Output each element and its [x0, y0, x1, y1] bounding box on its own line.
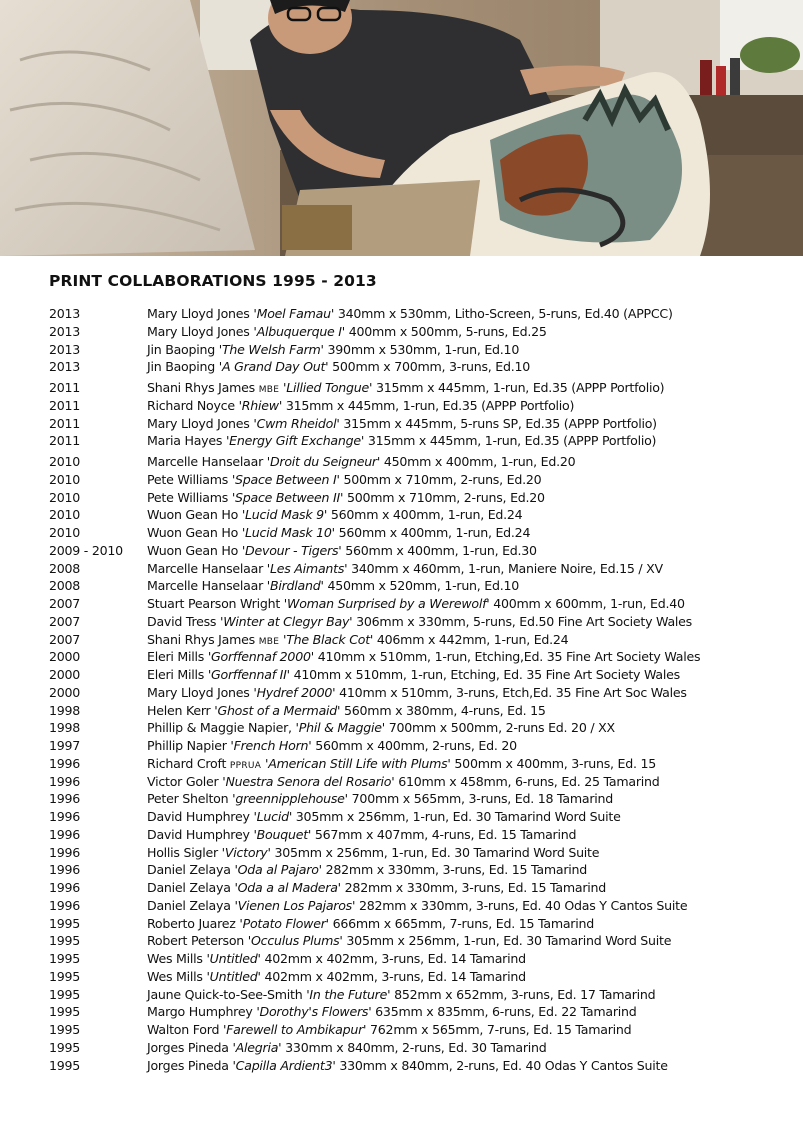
collaboration-entry	[49, 489, 789, 507]
entry-details: 410mm x 510mm, 1-run, Etching,Ed. 35 Fine Art Society Wales	[317, 649, 701, 665]
entry-details: 305mm x 256mm, 1-run, Ed. 30 Tamarind Word Suite	[346, 933, 672, 949]
entry-artist: Wuon Gean Ho	[147, 542, 239, 558]
entry-year: 1995	[49, 986, 81, 1002]
entry-text	[147, 379, 789, 397]
entry-details: 560mm x 400mm, 1-run, Ed.30	[345, 542, 537, 558]
entry-year: 2011	[49, 397, 81, 413]
entry-artist: David Tress	[147, 613, 217, 629]
entry-text	[147, 323, 789, 341]
header-photo-printmaker	[0, 0, 803, 256]
entry-year: 2013	[49, 341, 81, 357]
entry-details: 762mm x 565mm, 7-runs, Ed. 15 Tamarind	[370, 1022, 632, 1037]
entry-details: 400mm x 600mm, 1-run, Ed.40	[493, 596, 685, 611]
entry-title: 'Lucid Mask 10'	[241, 525, 335, 540]
entry-text	[147, 432, 789, 450]
entry-artist: Marcelle Hanselaar	[147, 560, 263, 576]
entry-year: 2013	[49, 323, 81, 339]
entry-text	[147, 341, 789, 359]
entry-year: 1998	[49, 702, 81, 718]
entry-text	[147, 968, 789, 986]
collaboration-entry	[49, 323, 789, 341]
collaboration-entry	[49, 1021, 789, 1039]
entry-title: 'Oda al Pajaro'	[234, 862, 322, 878]
entry-title: 'Farewell to Ambikapur'	[222, 1022, 367, 1037]
entry-details: 282mm x 330mm, 3-runs, Ed. 15 Tamarind	[325, 862, 587, 878]
entry-title: 'Lillied Tongue'	[283, 380, 373, 395]
entry-title: 'Victory'	[221, 844, 271, 860]
entry-text	[147, 861, 789, 879]
entry-year: 2007	[49, 631, 81, 647]
entry-title: 'Dorothy's Flowers'	[256, 1004, 372, 1020]
entry-title: 'Untitled'	[206, 968, 261, 984]
collaboration-entry	[49, 790, 789, 808]
entry-text	[147, 305, 789, 323]
entry-details: 402mm x 402mm, 3-runs, Ed. 14 Tamarind	[264, 968, 526, 984]
entry-text	[147, 932, 789, 950]
entry-artist: Peter Shelton	[147, 791, 229, 807]
entry-artist: Jorges Pineda	[147, 1039, 229, 1055]
entry-text	[147, 755, 789, 773]
entry-text	[147, 986, 789, 1004]
collaboration-entry	[49, 506, 789, 524]
entry-text	[147, 358, 789, 376]
entry-title: 'Ghost of a Mermaid'	[214, 702, 341, 718]
collaboration-entry	[49, 595, 789, 613]
entry-text	[147, 560, 789, 578]
entry-year: 2010	[49, 525, 81, 540]
entry-artist: Eleri Mills	[147, 667, 205, 682]
entry-year: 2013	[49, 306, 81, 321]
collaboration-entry	[49, 684, 789, 702]
entry-details: 560mm x 400mm, 1-run, Ed.24	[338, 525, 531, 540]
entry-artist: Phillip Napier	[147, 738, 227, 753]
entry-artist: Jaune Quick-to-See-Smith	[147, 986, 303, 1002]
entry-artist: Daniel Zelaya	[147, 862, 231, 878]
entry-year: 1996	[49, 809, 81, 824]
entry-details: 315mm x 445mm, 1-run, Ed.35 (APPP Portfolio)	[376, 380, 665, 395]
entry-title: 'Phil & Maggie'	[295, 720, 385, 736]
entry-details: 406mm x 442mm, 1-run, Ed.24	[376, 631, 569, 647]
entry-year: 1995	[49, 951, 81, 966]
collaboration-entry	[49, 826, 789, 844]
entry-year: 2000	[49, 667, 81, 682]
entry-year: 1995	[49, 915, 81, 931]
entry-artist: Mary Lloyd Jones	[147, 684, 250, 700]
entry-title: 'Rhiew'	[238, 397, 283, 413]
entry-details: 410mm x 510mm, 3-runs, Etch,Ed. 35 Fine Art Soc Wales	[339, 684, 687, 700]
entry-year: 1995	[49, 933, 81, 949]
entry-artist: Victor Goler	[147, 773, 219, 789]
entry-details: 305mm x 256mm, 1-run, Ed. 30 Tamarind Word Suite	[274, 844, 600, 860]
entry-artist: Marcelle Hanselaar	[147, 454, 263, 469]
entry-details: 315mm x 445mm, 5-runs SP, Ed.35 (APPP Portfolio)	[343, 415, 657, 431]
collaboration-entry	[49, 879, 789, 897]
collaboration-entry	[49, 358, 789, 376]
entry-details: 450mm x 520mm, 1-run, Ed.10	[327, 578, 520, 594]
entry-text	[147, 897, 789, 915]
entry-text	[147, 1057, 789, 1075]
collaborations-list	[49, 305, 789, 1074]
entry-text	[147, 524, 789, 542]
entry-details: 450mm x 400mm, 1-run, Ed.20	[383, 454, 576, 469]
page-heading: PRINT COLLABORATIONS 1995 - 2013	[49, 272, 377, 290]
entry-title: 'In the Future'	[306, 986, 391, 1002]
collaboration-entry	[49, 666, 789, 684]
entry-artist: Margo Humphrey	[147, 1004, 253, 1020]
collaboration-entry	[49, 702, 789, 720]
entry-text	[147, 844, 789, 862]
entry-details: 560mm x 380mm, 4-runs, Ed. 15	[344, 702, 546, 718]
collaboration-entry	[49, 432, 789, 450]
entry-title: 'American Still Life with Plums'	[265, 755, 451, 771]
entry-year: 2000	[49, 684, 81, 700]
entry-title: 'A Grand Day Out'	[218, 359, 329, 375]
entry-year: 2011	[49, 380, 81, 395]
entry-details: 402mm x 402mm, 3-runs, Ed. 14 Tamarind	[264, 951, 526, 966]
entry-title: 'French Horn'	[230, 738, 312, 753]
collaboration-entry	[49, 379, 789, 397]
entry-details: 700mm x 500mm, 2-runs Ed. 20 / XX	[388, 720, 615, 736]
entry-year: 2011	[49, 415, 81, 431]
entry-text	[147, 577, 789, 595]
entry-year: 2013	[49, 359, 81, 375]
entry-text	[147, 879, 789, 897]
collaboration-entry	[49, 968, 789, 986]
entry-honor: PPRUA	[229, 760, 262, 771]
entry-artist: Stuart Pearson Wright	[147, 596, 281, 611]
entry-title: 'Winter at Clegyr Bay'	[220, 613, 353, 629]
collaboration-entry	[49, 897, 789, 915]
collaboration-entry	[49, 341, 789, 359]
collaboration-entry	[49, 808, 789, 826]
entry-text	[147, 666, 789, 684]
entry-title: 'Vienen Los Pajaros'	[234, 897, 356, 913]
entry-artist: Eleri Mills	[147, 649, 205, 665]
entry-year: 2010	[49, 507, 81, 523]
entry-text	[147, 915, 789, 933]
entry-year: 1996	[49, 844, 81, 860]
entry-artist: Roberto Juarez	[147, 915, 236, 931]
entry-text	[147, 773, 789, 791]
entry-year: 2007	[49, 613, 81, 629]
entry-year: 1996	[49, 826, 81, 842]
entry-text	[147, 453, 789, 471]
collaboration-entry	[49, 1039, 789, 1057]
entry-title: 'Gorffennaf II'	[207, 667, 290, 682]
entry-year: 2007	[49, 596, 81, 611]
entry-artist: Hollis Sigler	[147, 844, 218, 860]
entry-title: 'Space Between I'	[231, 471, 340, 487]
entry-artist: Jorges Pineda	[147, 1057, 229, 1073]
entry-title: 'Cwm Rheidol'	[253, 415, 340, 431]
entry-artist: David Humphrey	[147, 809, 250, 824]
entry-details: 315mm x 445mm, 1-run, Ed.35 (APPP Portfolio)	[367, 433, 657, 449]
entry-artist: Pete Williams	[147, 471, 229, 487]
entry-text	[147, 1021, 789, 1039]
entry-details: 560mm x 400mm, 2-runs, Ed. 20	[315, 738, 517, 753]
entry-text	[147, 415, 789, 433]
entry-text	[147, 595, 789, 613]
entry-year: 2010	[49, 471, 81, 487]
collaboration-entry	[49, 613, 789, 631]
entry-title: 'Droit du Seigneur'	[266, 454, 381, 469]
entry-year: 2008	[49, 560, 81, 576]
collaboration-entry	[49, 560, 789, 578]
entry-text	[147, 1003, 789, 1021]
entry-details: 852mm x 652mm, 3-runs, Ed. 17 Tamarind	[394, 986, 656, 1002]
collaboration-entry	[49, 631, 789, 649]
collaboration-entry	[49, 986, 789, 1004]
entry-details: 282mm x 330mm, 3-runs, Ed. 15 Tamarind	[344, 880, 606, 895]
collaboration-entry	[49, 737, 789, 755]
entry-year: 1996	[49, 862, 81, 878]
entry-artist: David Humphrey	[147, 826, 250, 842]
entry-artist: Jin Baoping	[147, 359, 215, 375]
entry-details: 306mm x 330mm, 5-runs, Ed.50 Fine Art Society Wales	[356, 613, 692, 629]
entry-title: 'Nuestra Senora del Rosario'	[222, 773, 395, 789]
printmaker-studio-illustration	[0, 0, 803, 256]
entry-text	[147, 631, 789, 649]
entry-details: 305mm x 256mm, 1-run, Ed. 30 Tamarind Word Suite	[295, 809, 621, 824]
entry-title: 'Les Aimants'	[266, 560, 348, 576]
entry-text	[147, 1039, 789, 1057]
entry-details: 500mm x 710mm, 2-runs, Ed.20	[343, 471, 542, 487]
entry-artist: Daniel Zelaya	[147, 880, 231, 895]
entry-artist: Pete Williams	[147, 489, 229, 505]
entry-details: 340mm x 530mm, Litho-Screen, 5-runs, Ed.40 (APPCC)	[337, 306, 673, 321]
entry-details: 567mm x 407mm, 4-runs, Ed. 15 Tamarind	[314, 826, 577, 842]
entry-artist: Maria Hayes	[147, 433, 223, 449]
entry-text	[147, 397, 789, 415]
entry-title: 'Occulus Plums'	[247, 933, 343, 949]
collaboration-entry	[49, 844, 789, 862]
entry-details: 560mm x 400mm, 1-run, Ed.24	[330, 507, 523, 523]
entry-title: 'Energy Gift Exchange'	[225, 433, 365, 449]
collaboration-entry	[49, 950, 789, 968]
entry-artist: Mary Lloyd Jones	[147, 323, 250, 339]
entry-title: 'Alegria'	[232, 1039, 282, 1055]
entry-title: 'Bouquet'	[253, 826, 312, 842]
entry-title: 'Hydref 2000'	[253, 684, 336, 700]
entry-details: 500mm x 710mm, 2-runs, Ed.20	[346, 489, 545, 505]
entry-text	[147, 702, 789, 720]
entry-artist: Daniel Zelaya	[147, 897, 231, 913]
entry-artist: Richard Croft	[147, 755, 227, 771]
entry-details: 390mm x 530mm, 1-run, Ed.10	[327, 341, 520, 357]
entry-details: 610mm x 458mm, 6-runs, Ed. 25 Tamarind	[398, 773, 660, 789]
entry-details: 700mm x 565mm, 3-runs, Ed. 18 Tamarind	[351, 791, 613, 807]
entry-text	[147, 737, 789, 755]
collaboration-entry	[49, 397, 789, 415]
entry-details: 410mm x 510mm, 1-run, Etching, Ed. 35 Fine Art Society Wales	[293, 667, 680, 682]
collaboration-entry	[49, 648, 789, 666]
entry-artist: Phillip & Maggie Napier,	[147, 720, 292, 736]
collaboration-entry	[49, 577, 789, 595]
entry-honor: MBE	[258, 385, 280, 395]
entry-text	[147, 826, 789, 844]
entry-details: 330mm x 840mm, 2-runs, Ed. 40 Odas Y Cantos Suite	[339, 1057, 668, 1073]
entry-text	[147, 506, 789, 524]
entry-text	[147, 719, 789, 737]
entry-text	[147, 684, 789, 702]
entry-text	[147, 648, 789, 666]
entry-title: 'Gorffennaf 2000'	[207, 649, 314, 665]
entry-text	[147, 489, 789, 507]
collaboration-entry	[49, 305, 789, 323]
collaboration-entry	[49, 773, 789, 791]
entry-year: 1996	[49, 791, 81, 807]
entry-title: 'Lucid Mask 9'	[241, 507, 328, 523]
entry-year: 2009 - 2010	[49, 542, 123, 558]
entry-year: 1997	[49, 738, 81, 753]
entry-details: 340mm x 460mm, 1-run, Maniere Noire, Ed.15 / XV	[351, 560, 663, 576]
entry-text	[147, 613, 789, 631]
entry-year: 2000	[49, 649, 81, 665]
entry-title: 'Moel Famau'	[253, 306, 335, 321]
entry-text	[147, 790, 789, 808]
entry-year: 1995	[49, 968, 81, 984]
entry-year: 2010	[49, 489, 81, 505]
entry-artist: Wuon Gean Ho	[147, 507, 239, 523]
entry-year: 1998	[49, 720, 81, 736]
entry-year: 2008	[49, 578, 81, 594]
entry-year: 1995	[49, 1057, 81, 1073]
entry-year: 1995	[49, 1039, 81, 1055]
entry-title: 'Woman Surprised by a Werewolf'	[283, 596, 490, 611]
entry-details: 315mm x 445mm, 1-run, Ed.35 (APPP Portfolio)	[285, 397, 575, 413]
entry-text	[147, 542, 789, 560]
entry-details: 330mm x 840mm, 2-runs, Ed. 30 Tamarind	[285, 1039, 547, 1055]
entry-artist: Robert Peterson	[147, 933, 245, 949]
entry-artist: Richard Noyce	[147, 397, 235, 413]
collaboration-entry	[49, 471, 789, 489]
entry-artist: Marcelle Hanselaar	[147, 578, 263, 594]
entry-details: 400mm x 500mm, 5-runs, Ed.25	[348, 323, 547, 339]
entry-year: 1996	[49, 773, 81, 789]
collaboration-entry	[49, 453, 789, 471]
entry-details: 500mm x 700mm, 3-runs, Ed.10	[332, 359, 531, 375]
collaboration-entry	[49, 1057, 789, 1075]
entry-text	[147, 471, 789, 489]
entry-artist: Helen Kerr	[147, 702, 211, 718]
entry-title: 'Space Between II'	[231, 489, 344, 505]
entry-details: 666mm x 665mm, 7-runs, Ed. 15 Tamarind	[332, 915, 594, 931]
collaboration-entry	[49, 524, 789, 542]
entry-title: 'Oda a al Madera'	[234, 880, 341, 895]
collaboration-entry	[49, 542, 789, 560]
entry-artist: Shani Rhys James	[147, 380, 255, 395]
entry-details: 635mm x 835mm, 6-runs, Ed. 22 Tamarind	[375, 1004, 637, 1020]
entry-text	[147, 950, 789, 968]
entry-artist: Mary Lloyd Jones	[147, 415, 250, 431]
entry-title: 'The Black Cot'	[283, 631, 374, 647]
entry-year: 2011	[49, 433, 81, 449]
entry-year: 1995	[49, 1004, 81, 1020]
entry-artist: Wes Mills	[147, 968, 203, 984]
entry-artist: Wuon Gean Ho	[147, 525, 239, 540]
collaboration-entry	[49, 932, 789, 950]
entry-year: 1996	[49, 755, 81, 771]
entry-details: 500mm x 400mm, 3-runs, Ed. 15	[454, 755, 657, 771]
entry-title: 'Potato Flower'	[239, 915, 329, 931]
entry-year: 2010	[49, 454, 81, 469]
collaboration-entry	[49, 755, 789, 773]
entry-title: 'Untitled'	[206, 951, 261, 966]
entry-year: 1996	[49, 897, 81, 913]
entry-artist: Mary Lloyd Jones	[147, 306, 250, 321]
entry-title: 'greennipplehouse'	[232, 791, 348, 807]
entry-title: 'Lucid'	[253, 809, 293, 824]
entry-artist: Shani Rhys James	[147, 631, 255, 647]
entry-title: 'Birdland'	[266, 578, 324, 594]
collaboration-entry	[49, 861, 789, 879]
entry-details: 282mm x 330mm, 3-runs, Ed. 40 Odas Y Cantos Suite	[358, 897, 688, 913]
collaboration-entry	[49, 1003, 789, 1021]
entry-artist: Jin Baoping	[147, 341, 215, 357]
entry-title: 'Albuquerque I'	[253, 323, 345, 339]
entry-year: 1996	[49, 880, 81, 895]
entry-title: 'Capilla Ardient3'	[232, 1057, 336, 1073]
entry-title: 'Devour - Tigers'	[241, 542, 342, 558]
entry-title: 'The Welsh Farm'	[218, 341, 324, 357]
entry-year: 1995	[49, 1022, 81, 1037]
entry-artist: Wes Mills	[147, 951, 203, 966]
entry-honor: MBE	[258, 636, 280, 647]
collaboration-entry	[49, 415, 789, 433]
entry-text	[147, 808, 789, 826]
collaboration-entry	[49, 719, 789, 737]
collaboration-entry	[49, 915, 789, 933]
entry-artist: Walton Ford	[147, 1022, 220, 1037]
